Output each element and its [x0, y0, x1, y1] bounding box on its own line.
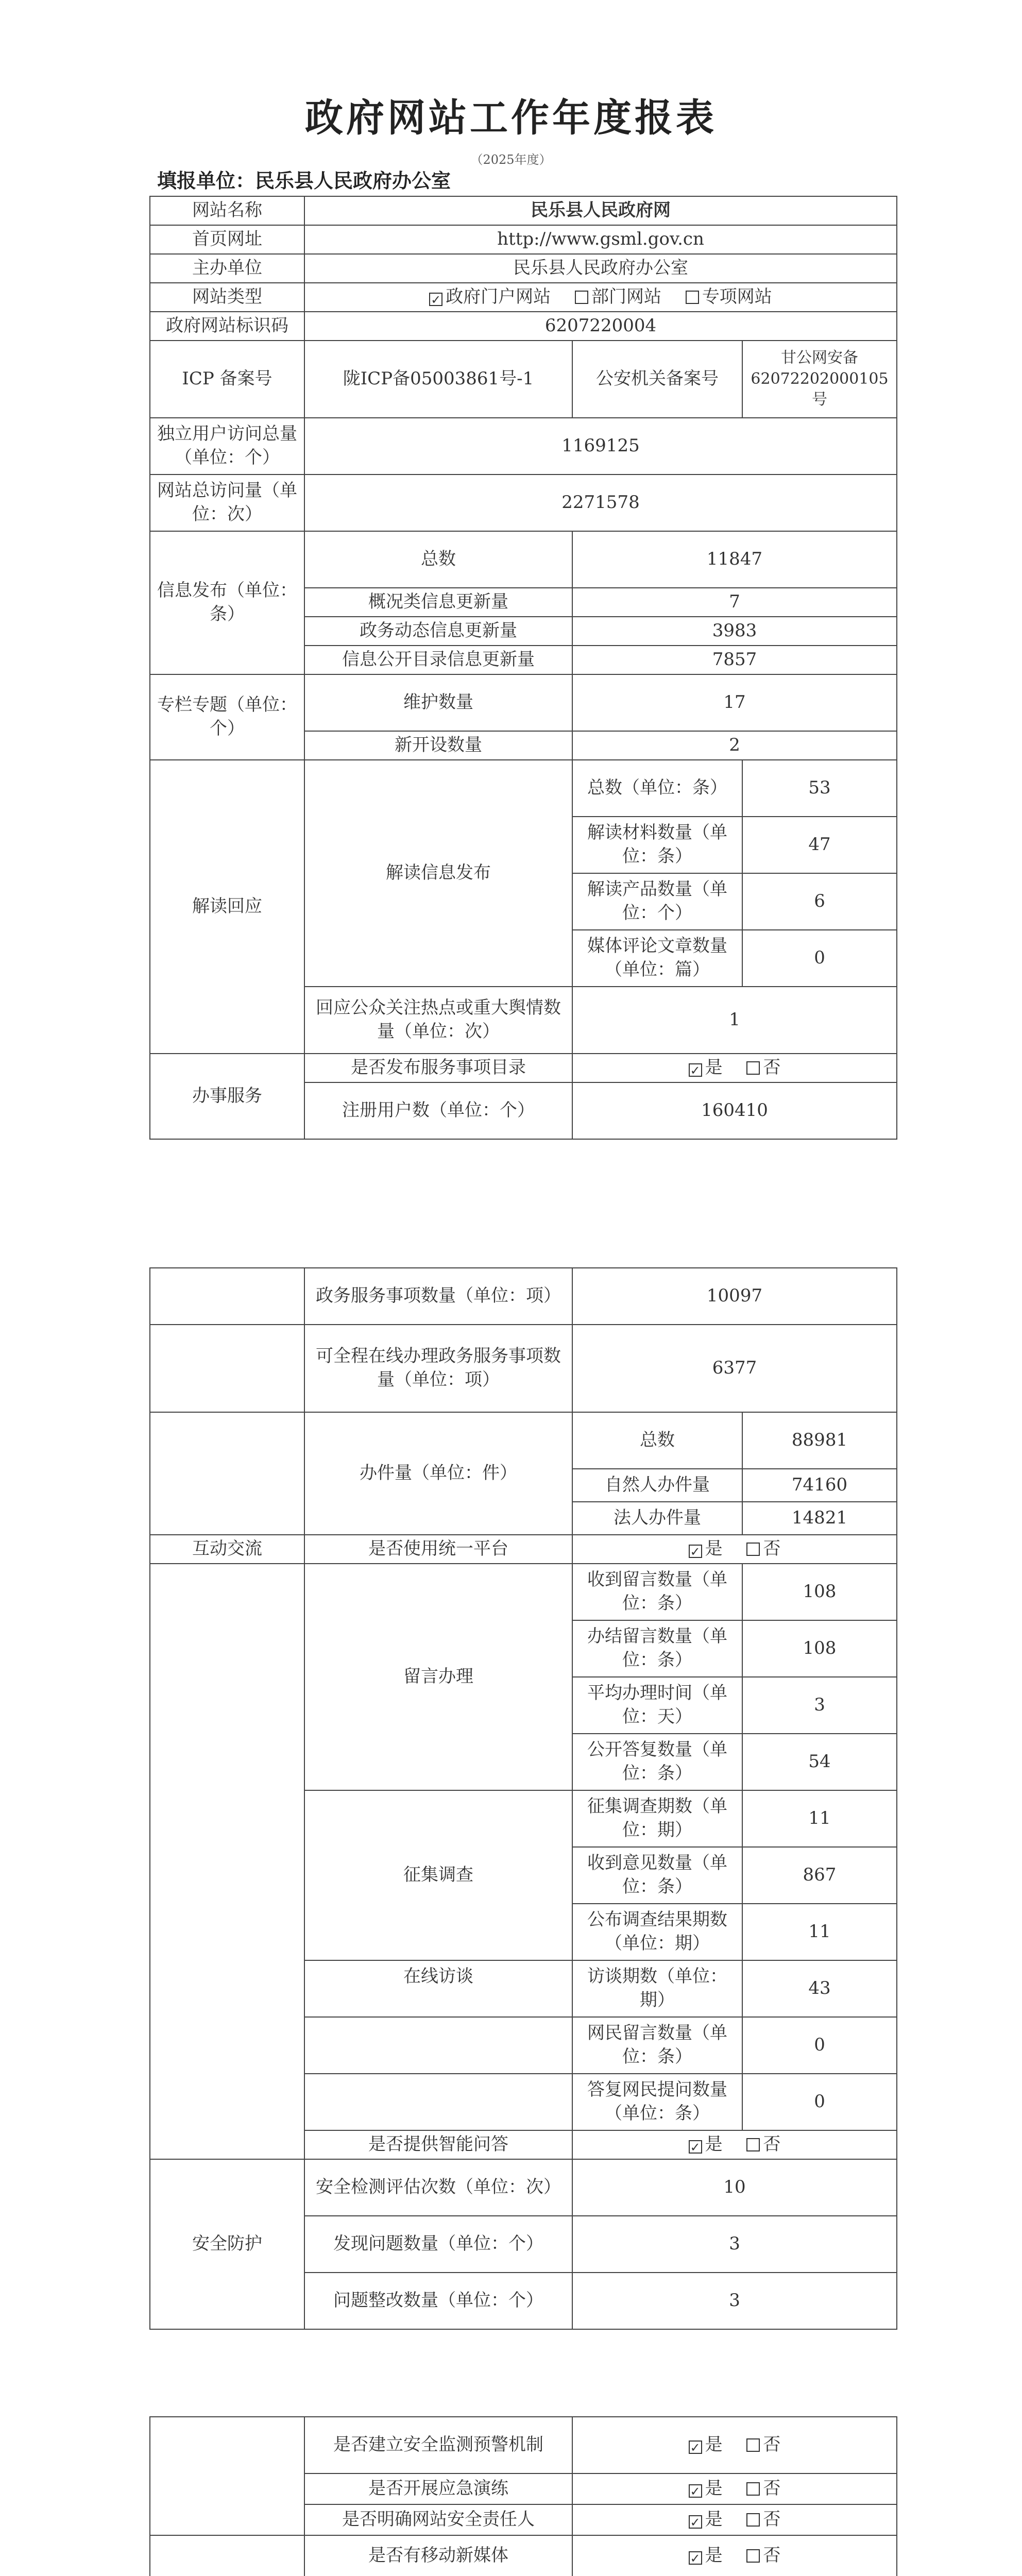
checkbox-empty-icon [575, 291, 588, 304]
site-name: 民乐县人民政府网 [304, 196, 897, 225]
check-label: 安全检测评估次数（单位：次） [304, 2159, 572, 2216]
interpret-media-label: 媒体评论文章数量（单位：篇） [572, 930, 742, 987]
sponsor: 民乐县人民政府办公室 [304, 254, 897, 283]
no-label: 否 [763, 2134, 781, 2155]
drill-answer [572, 2473, 897, 2504]
site-type-label: 网站类型 [150, 283, 304, 312]
report-year: （2025年度） [470, 152, 552, 167]
service-reg: 160410 [572, 1082, 897, 1139]
service-total-label: 总数 [572, 1412, 742, 1469]
survey-label: 征集调查 [304, 1790, 572, 1960]
checkbox-empty-icon [746, 2549, 760, 2563]
interpret-material-label: 解读材料数量（单位：条） [572, 817, 742, 873]
info-publish-label: 信息发布（单位：条） [150, 531, 304, 674]
report-title: 政府网站工作年度报表 [305, 96, 717, 140]
no-option[interactable] [746, 2134, 780, 2155]
mobile-has-answer [572, 2535, 897, 2576]
no-option[interactable] [746, 2509, 780, 2530]
service-catalog-answer [572, 1054, 897, 1082]
public-value: 54 [742, 1734, 897, 1790]
report-table-service [149, 1267, 897, 2330]
checkbox-checked-icon: ✓ [689, 2551, 702, 2565]
avg-label: 平均办理时间（单位：天） [572, 1677, 742, 1734]
yes-option[interactable] [689, 2545, 723, 2566]
checkbox-empty-icon [686, 291, 699, 304]
service-natural: 74160 [742, 1469, 897, 1502]
topics-new: 2 [572, 731, 897, 760]
iv-a-label: 答复网民提问数量（单位：条） [572, 2074, 742, 2130]
platform-q: 是否使用统一平台 [304, 1535, 572, 1564]
topics-maintain: 17 [572, 674, 897, 731]
interpret-material: 47 [742, 817, 897, 873]
result-label: 公布调查结果期数（单位：期） [572, 1904, 742, 1960]
yes-label: 是 [705, 2134, 723, 2155]
yes-label: 是 [705, 2509, 723, 2530]
security-label: 安全防护 [150, 2159, 304, 2329]
mobile-has-q: 是否有移动新媒体 [304, 2535, 572, 2576]
dynamic-value: 3983 [572, 617, 897, 646]
found-label: 发现问题数量（单位：个） [304, 2216, 572, 2273]
catalog-label: 信息公开目录信息更新量 [304, 646, 572, 674]
site-name-label: 网站名称 [150, 196, 304, 225]
pv-value: 2271578 [304, 474, 897, 531]
avg-value: 3 [742, 1677, 897, 1734]
public-label: 公开答复数量（单位：条） [572, 1734, 742, 1790]
no-option[interactable] [746, 1538, 780, 1559]
yes-label: 是 [705, 2434, 723, 2455]
topics-maintain-label: 维护数量 [304, 674, 572, 731]
pv-label: 网站总访问量（单位：次） [150, 474, 304, 531]
checkbox-empty-icon [746, 2438, 760, 2452]
service-items: 10097 [572, 1268, 897, 1325]
yes-label: 是 [705, 1057, 723, 1078]
blank-cell [150, 1412, 304, 1535]
msg-label: 留言办理 [304, 1564, 572, 1790]
platform-answer [572, 1535, 897, 1564]
service-catalog-q: 是否发布服务事项目录 [304, 1054, 572, 1082]
no-label: 否 [763, 2434, 781, 2455]
interpret-label: 解读回应 [150, 760, 304, 1054]
option-label: 政府门户网站 [446, 286, 551, 308]
no-label: 否 [763, 2509, 781, 2530]
yes-label: 是 [705, 2545, 723, 2566]
survey-n-label: 征集调查期数（单位：期） [572, 1790, 742, 1847]
topics-label: 专栏专题（单位：个） [150, 674, 304, 760]
blank-cell [304, 2074, 572, 2130]
checkbox-empty-icon [746, 1061, 760, 1075]
dynamic-label: 政务动态信息更新量 [304, 617, 572, 646]
msg-done: 108 [742, 1620, 897, 1677]
home-url-label: 首页网址 [150, 225, 304, 254]
overview-value: 7 [572, 588, 897, 617]
yes-option[interactable] [689, 2509, 723, 2530]
interpret-response-label: 回应公众关注热点或重大舆情数量（单位：次） [304, 987, 572, 1054]
no-option[interactable] [746, 2434, 780, 2455]
info-total: 11847 [572, 531, 897, 588]
checkbox-checked-icon: ✓ [689, 1545, 702, 1558]
blank-cell [150, 1325, 304, 1412]
interact-label: 互动交流 [150, 1535, 304, 1564]
no-option[interactable] [746, 1057, 780, 1078]
interpret-total-label: 总数（单位：条） [572, 760, 742, 817]
service-online-label: 可全程在线办理政务服务事项数量（单位：项） [304, 1325, 572, 1412]
sponsor-label: 主办单位 [150, 254, 304, 283]
report-table-basic [149, 196, 897, 1140]
smart-q: 是否提供智能问答 [304, 2130, 572, 2159]
interpret-total: 53 [742, 760, 897, 817]
iv-n-label: 访谈期数（单位：期） [572, 1960, 742, 2017]
blank-cell [150, 1268, 304, 1325]
police-label: 公安机关备案号 [572, 341, 742, 418]
no-label: 否 [763, 2545, 781, 2566]
option-special[interactable] [686, 286, 772, 307]
checkbox-empty-icon [746, 2513, 760, 2527]
yes-option[interactable] [689, 1057, 723, 1078]
option-label: 部门网站 [591, 286, 661, 308]
resp-q: 是否明确网站安全责任人 [304, 2504, 572, 2535]
iv-q-label: 网民留言数量（单位：条） [572, 2017, 742, 2074]
opinion-label: 收到意见数量（单位：条） [572, 1847, 742, 1904]
fixed-label: 问题整改数量（单位：个） [304, 2273, 572, 2329]
checkbox-checked-icon: ✓ [689, 1063, 702, 1077]
yes-label: 是 [705, 1538, 723, 1560]
iv-a: 0 [742, 2074, 897, 2130]
interpret-publish-label: 解读信息发布 [304, 760, 572, 987]
service-label: 办事服务 [150, 1054, 304, 1139]
checkbox-checked-icon: ✓ [689, 2441, 702, 2454]
drill-q: 是否开展应急演练 [304, 2473, 572, 2504]
checkbox-checked-icon: ✓ [689, 2515, 702, 2529]
survey-n: 11 [742, 1790, 897, 1847]
mobile-label [150, 2535, 304, 2576]
check-value: 10 [572, 2159, 897, 2216]
info-total-label: 总数 [304, 531, 572, 588]
checkbox-empty-icon [746, 2138, 760, 2151]
service-online: 6377 [572, 1325, 897, 1412]
interpret-media: 0 [742, 930, 897, 987]
smart-answer [572, 2130, 897, 2159]
service-handled-label: 办件量（单位：件） [304, 1412, 572, 1535]
no-option[interactable] [746, 2545, 780, 2566]
yes-option[interactable] [689, 2434, 723, 2455]
msg-recv: 108 [742, 1564, 897, 1620]
yes-option[interactable] [689, 2134, 723, 2155]
topics-new-label: 新开设数量 [304, 731, 572, 760]
home-url: http://www.gsml.gov.cn [304, 225, 897, 254]
report-table-mobile [149, 2416, 897, 2576]
filling-unit: 填报单位：民乐县人民政府办公室 [157, 169, 451, 192]
interpret-response: 1 [572, 987, 897, 1054]
msg-done-label: 办结留言数量（单位：条） [572, 1620, 742, 1677]
uv-value: 1169125 [304, 418, 897, 474]
iv-q: 0 [742, 2017, 897, 2074]
option-department[interactable] [575, 286, 661, 307]
resp-answer [572, 2504, 897, 2535]
no-label: 否 [763, 1538, 781, 1560]
service-natural-label: 自然人办件量 [572, 1469, 742, 1502]
blank-cell [150, 1564, 304, 2159]
overview-label: 概况类信息更新量 [304, 588, 572, 617]
service-legal-label: 法人办件量 [572, 1502, 742, 1535]
iv-n: 43 [742, 1960, 897, 2017]
interpret-product-label: 解读产品数量（单位：个） [572, 873, 742, 930]
no-option[interactable] [746, 2478, 780, 2499]
yes-option[interactable] [689, 1538, 723, 1559]
checkbox-empty-icon [746, 1543, 760, 1556]
checkbox-empty-icon [746, 2482, 760, 2496]
service-items-label: 政务服务事项数量（单位：项） [304, 1268, 572, 1325]
service-legal: 14821 [742, 1502, 897, 1535]
service-total: 88981 [742, 1412, 897, 1469]
fixed-value: 3 [572, 2273, 897, 2329]
icp-label: ICP 备案号 [150, 341, 304, 418]
uv-label: 独立用户访问总量（单位：个） [150, 418, 304, 474]
result-value: 11 [742, 1904, 897, 1960]
found-value: 3 [572, 2216, 897, 2273]
blank-cell [150, 2417, 304, 2535]
blank-cell [304, 2017, 572, 2074]
site-type-options [304, 283, 897, 312]
site-code-label: 政府网站标识码 [150, 312, 304, 341]
opinion-value: 867 [742, 1847, 897, 1904]
checkbox-checked-icon: ✓ [689, 2140, 702, 2154]
no-label: 否 [763, 1057, 781, 1078]
no-label: 否 [763, 2478, 781, 2499]
yes-option[interactable] [689, 2478, 723, 2499]
catalog-value: 7857 [572, 646, 897, 674]
site-code: 6207220004 [304, 312, 897, 341]
service-reg-label: 注册用户数（单位：个） [304, 1082, 572, 1139]
checkbox-checked-icon: ✓ [429, 293, 442, 306]
msg-recv-label: 收到留言数量（单位：条） [572, 1564, 742, 1620]
police-number: 甘公网安备62072202000105号 [742, 341, 897, 418]
yes-label: 是 [705, 2478, 723, 2499]
monitor-q: 是否建立安全监测预警机制 [304, 2417, 572, 2473]
monitor-answer [572, 2417, 897, 2473]
option-portal[interactable] [429, 286, 551, 307]
interpret-product: 6 [742, 873, 897, 930]
checkbox-checked-icon: ✓ [689, 2484, 702, 2498]
icp-number: 陇ICP备05003861号-1 [304, 341, 572, 418]
interview-label: 在线访谈 [304, 1960, 572, 2017]
option-label: 专项网站 [702, 286, 772, 308]
